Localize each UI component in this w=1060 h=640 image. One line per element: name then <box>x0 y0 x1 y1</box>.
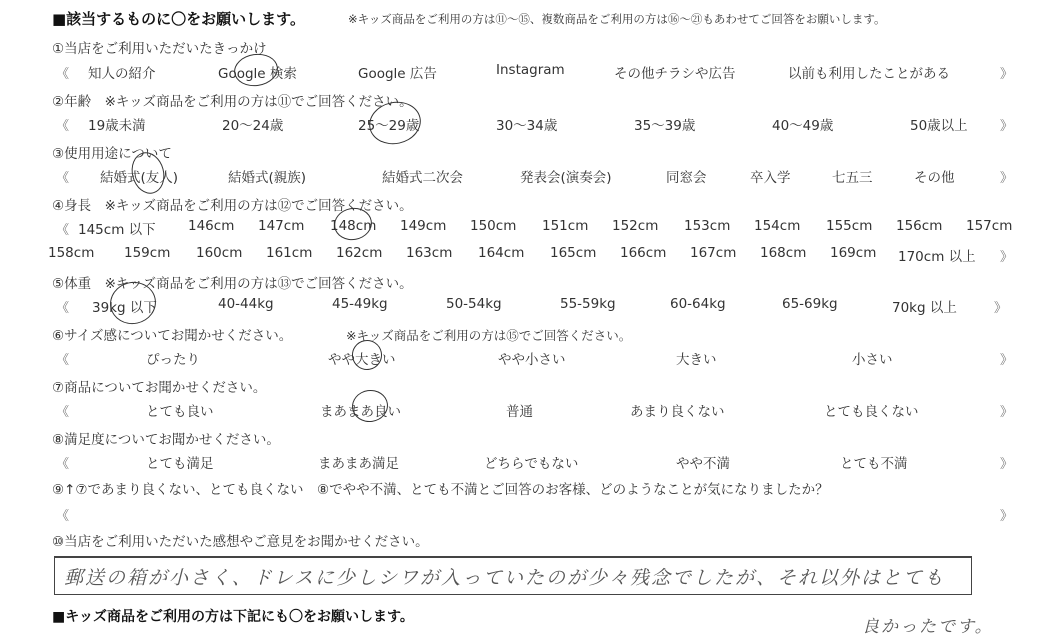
q9-open-bracket: 《 <box>56 509 70 524</box>
q4-option[interactable]: 163cm <box>406 245 453 261</box>
q1-option-flyer[interactable]: その他チラシや広告 <box>614 66 736 82</box>
q3-option-afterparty[interactable]: 結婚式二次会 <box>382 170 463 186</box>
q7-option-average[interactable]: 普通 <box>506 404 533 420</box>
q7-option-fairly-good[interactable]: まあまあ良い <box>320 404 401 420</box>
q4-option[interactable]: 151cm <box>542 218 589 234</box>
q8-open-bracket: 《 <box>56 457 70 472</box>
q4-option[interactable]: 149cm <box>400 218 447 234</box>
q3-close-bracket: 》 <box>1000 171 1014 186</box>
q10-answer-line1: 郵送の箱が小さく、ドレスに少しシワが入っていたのが少々残念でしたが、それ以外はとても <box>64 567 946 589</box>
q3-option-graduation[interactable]: 卒入学 <box>750 170 791 186</box>
q8-option-slightly-dissatisfied[interactable]: やや不満 <box>676 456 730 472</box>
q2-option-35-39[interactable]: 35～39歳 <box>634 118 696 134</box>
kids-section-title: ■キッズ商品をご利用の方は下記にも〇をお願いします。 <box>52 609 414 625</box>
q1-option-google-ads[interactable]: Google 広告 <box>358 66 437 82</box>
q5-option-under39[interactable]: 39kg 以下 <box>92 300 157 316</box>
q5-option-50-54[interactable]: 50-54kg <box>446 296 502 312</box>
q1-open-bracket: 《 <box>56 67 70 82</box>
q1-option-google-search[interactable]: Google 検索 <box>218 66 297 82</box>
q1-option-repeat[interactable]: 以前も利用したことがある <box>788 66 950 82</box>
q1-close-bracket: 》 <box>1000 67 1014 82</box>
q8-option-fairly-satisfied[interactable]: まあまあ満足 <box>318 456 399 472</box>
q4-option[interactable]: 162cm <box>336 245 383 261</box>
q8-option-very-dissatisfied[interactable]: とても不満 <box>840 456 908 472</box>
q4-option[interactable]: 169cm <box>830 245 877 261</box>
header-note: ※キッズ商品をご利用の方は⑪～⑮、複数商品をご利用の方は⑯～㉑もあわせてご回答をお願いします。 <box>348 12 886 26</box>
q3-option-recital[interactable]: 発表会(演奏会) <box>520 170 612 186</box>
q2-option-under19[interactable]: 19歳未満 <box>88 118 146 134</box>
q4-option[interactable]: 153cm <box>684 218 731 234</box>
q4-option[interactable]: 166cm <box>620 245 667 261</box>
q5-close-bracket: 》 <box>994 301 1008 316</box>
q4-option[interactable]: 150cm <box>470 218 517 234</box>
q4-option[interactable]: 164cm <box>478 245 525 261</box>
q4-close-bracket: 》 <box>1000 250 1014 265</box>
q3-label: ③使用用途について <box>52 146 172 162</box>
q6-close-bracket: 》 <box>1000 353 1014 368</box>
q2-close-bracket: 》 <box>1000 119 1014 134</box>
q9-answer-field[interactable] <box>90 504 980 522</box>
q5-open-bracket: 《 <box>56 301 70 316</box>
q7-option-very-good[interactable]: とても良い <box>146 404 214 420</box>
q4-option[interactable]: 146cm <box>188 218 235 234</box>
q7-option-not-good[interactable]: あまり良くない <box>630 404 725 420</box>
q4-option[interactable]: 159cm <box>124 245 171 261</box>
q7-option-very-bad[interactable]: とても良くない <box>824 404 919 420</box>
q1-option-instagram[interactable]: Instagram <box>496 62 565 78</box>
q3-option-reunion[interactable]: 同窓会 <box>666 170 707 186</box>
q2-option-50plus[interactable]: 50歳以上 <box>910 118 968 134</box>
q4-option[interactable]: 168cm <box>760 245 807 261</box>
q6-note: ※キッズ商品をご利用の方は⑮でご回答ください。 <box>346 328 632 343</box>
q4-open-bracket: 《 <box>56 223 70 238</box>
q3-option-other[interactable]: その他 <box>914 170 955 186</box>
q3-option-wedding-family[interactable]: 結婚式(親族) <box>228 170 307 186</box>
q4-option[interactable]: 170cm 以上 <box>898 249 976 265</box>
q4-option[interactable]: 152cm <box>612 218 659 234</box>
q4-option[interactable]: 155cm <box>826 218 873 234</box>
q4-option[interactable]: 156cm <box>896 218 943 234</box>
q1-label: ①当店をご利用いただいたきっかけ <box>52 41 267 57</box>
q5-option-70plus[interactable]: 70kg 以上 <box>892 300 957 316</box>
q4-label: ④身長 ※キッズ商品をご利用の方は⑫でご回答ください。 <box>52 198 413 214</box>
q2-option-30-34[interactable]: 30～34歳 <box>496 118 558 134</box>
q2-open-bracket: 《 <box>56 119 70 134</box>
q4-option[interactable]: 145cm 以下 <box>78 222 156 238</box>
q4-option[interactable]: 157cm <box>966 218 1013 234</box>
form-title: ■該当するものに〇をお願いします。 <box>52 10 305 28</box>
q2-option-25-29[interactable]: 25～29歳 <box>358 118 420 134</box>
q4-option[interactable]: 167cm <box>690 245 737 261</box>
q4-option[interactable]: 154cm <box>754 218 801 234</box>
q4-option[interactable]: 158cm <box>48 245 95 261</box>
q5-option-40-44[interactable]: 40-44kg <box>218 296 274 312</box>
q4-option[interactable]: 160cm <box>196 245 243 261</box>
q9-close-bracket: 》 <box>1000 509 1014 524</box>
q1-option-referral[interactable]: 知人の紹介 <box>88 66 156 82</box>
q5-option-55-59[interactable]: 55-59kg <box>560 296 616 312</box>
q4-option[interactable]: 147cm <box>258 218 305 234</box>
q4-option-148[interactable]: 148cm <box>330 218 377 234</box>
q3-option-shichigosan[interactable]: 七五三 <box>832 170 873 186</box>
q5-option-45-49[interactable]: 45-49kg <box>332 296 388 312</box>
q2-label: ②年齢 ※キッズ商品をご利用の方は⑪でご回答ください。 <box>52 94 413 110</box>
q3-option-wedding-friend[interactable]: 結婚式(友人) <box>100 170 179 186</box>
q5-option-60-64[interactable]: 60-64kg <box>670 296 726 312</box>
q7-label: ⑦商品についてお聞かせください。 <box>52 380 267 396</box>
q6-option-large[interactable]: 大きい <box>676 352 717 368</box>
q6-option-slightly-small[interactable]: やや小さい <box>498 352 566 368</box>
q2-option-20-24[interactable]: 20～24歳 <box>222 118 284 134</box>
q6-option-perfect[interactable]: ぴったり <box>146 352 200 368</box>
q8-option-very-satisfied[interactable]: とても満足 <box>146 456 214 472</box>
q10-answer-line2: 良かったです。 <box>862 617 994 637</box>
q2-option-40-49[interactable]: 40～49歳 <box>772 118 834 134</box>
q8-option-neutral[interactable]: どちらでもない <box>484 456 579 472</box>
q6-option-slightly-large[interactable]: やや大きい <box>328 352 396 368</box>
q8-close-bracket: 》 <box>1000 457 1014 472</box>
q4-option[interactable]: 165cm <box>550 245 597 261</box>
q9-label: ⑨↑⑦であまり良くない、とても良くない ⑧でやや不満、とても不満とご回答のお客様、どのようなことが気になりましたか？ <box>52 482 829 498</box>
q10-label: ⑩当店をご利用いただいた感想やご意見をお聞かせください。 <box>52 534 429 550</box>
q6-label: ⑥サイズ感についてお聞かせください。 <box>52 328 293 344</box>
q7-open-bracket: 《 <box>56 405 70 420</box>
q6-option-small[interactable]: 小さい <box>852 352 893 368</box>
q3-open-bracket: 《 <box>56 171 70 186</box>
q7-close-bracket: 》 <box>1000 405 1014 420</box>
q4-option[interactable]: 161cm <box>266 245 313 261</box>
q5-label: ⑤体重 ※キッズ商品をご利用の方は⑬でご回答ください。 <box>52 276 413 292</box>
q5-option-65-69[interactable]: 65-69kg <box>782 296 838 312</box>
q8-label: ⑧満足度についてお聞かせください。 <box>52 432 280 448</box>
q6-open-bracket: 《 <box>56 353 70 368</box>
